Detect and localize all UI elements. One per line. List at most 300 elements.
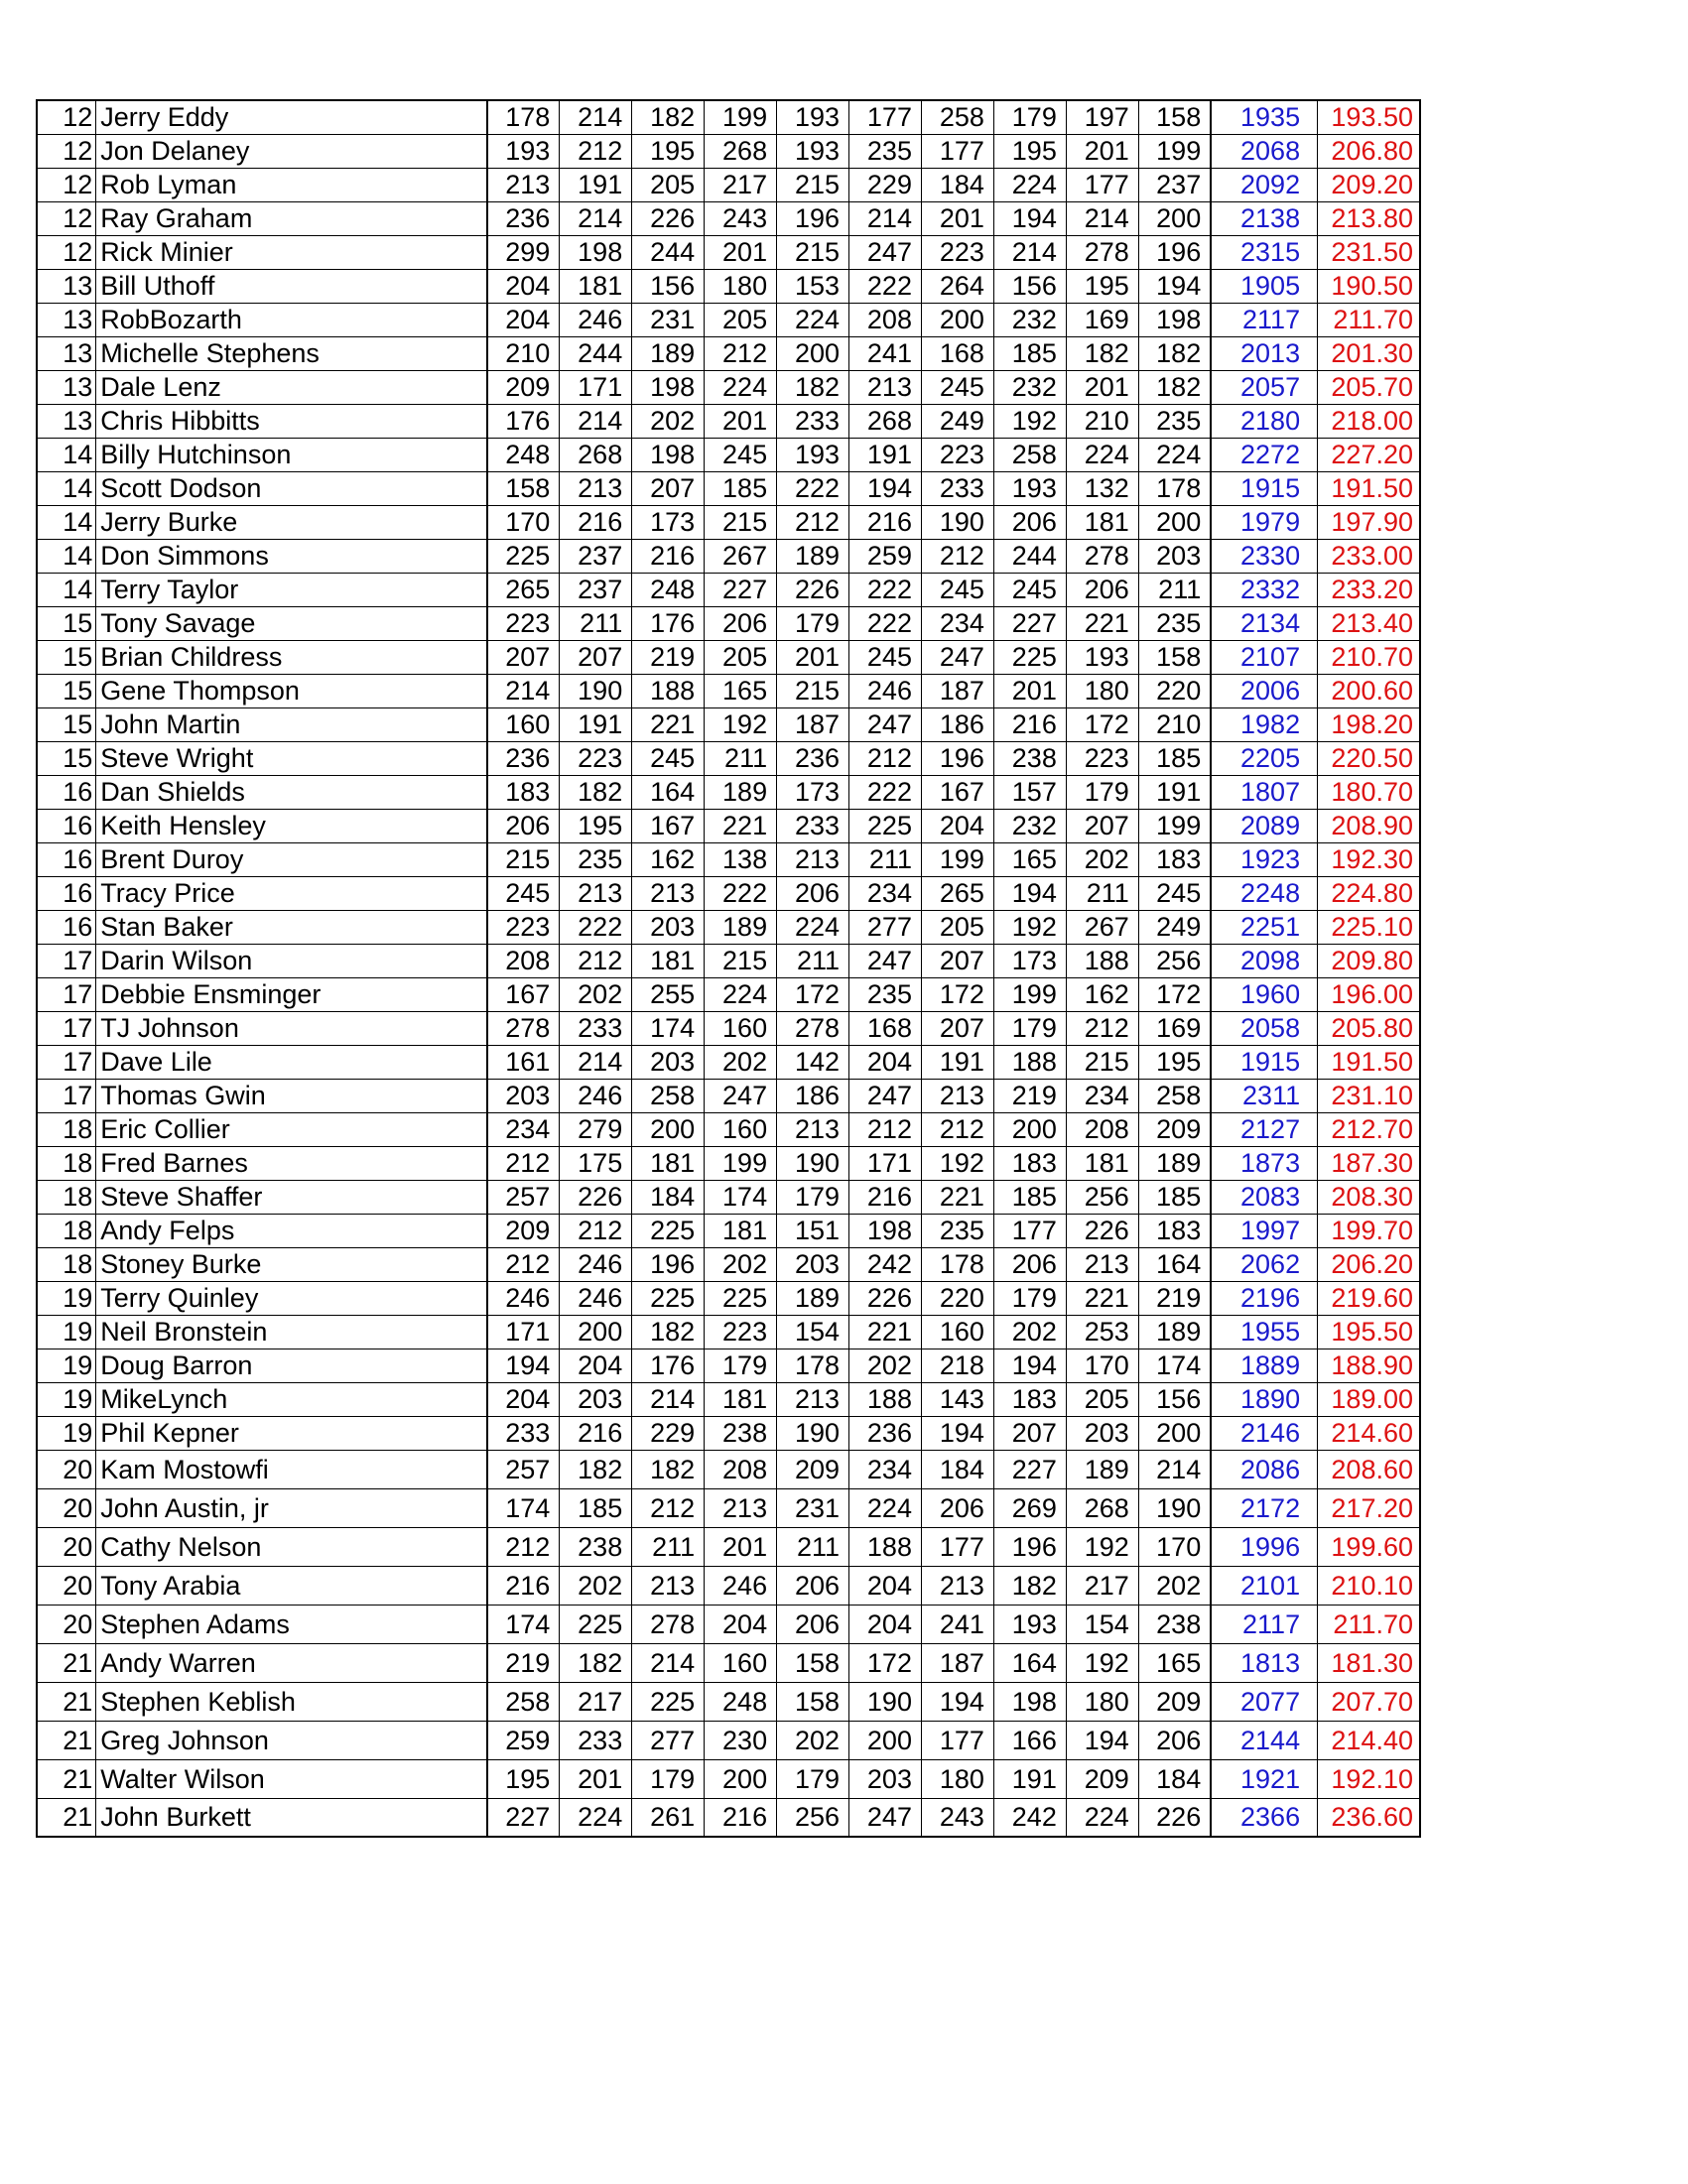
game-score-cell: 221 [632, 707, 705, 741]
game-score-cell: 224 [1138, 438, 1211, 471]
total-pins-cell: 1982 [1211, 707, 1317, 741]
table-row [37, 1349, 1420, 1382]
week-cell: 12 [37, 168, 96, 201]
total-pins-cell: 1873 [1211, 1146, 1317, 1180]
average-cell: 217.20 [1318, 1488, 1420, 1527]
average-cell: 191.50 [1318, 471, 1420, 505]
table-row [37, 640, 1420, 674]
game-score-cell: 162 [1066, 977, 1138, 1011]
game-score-cell: 172 [1138, 977, 1211, 1011]
game-score-cell: 192 [705, 707, 777, 741]
week-cell: 15 [37, 674, 96, 707]
game-score-cell: 199 [1138, 134, 1211, 168]
game-score-cell: 233 [560, 1721, 632, 1759]
game-score-cell: 158 [777, 1682, 849, 1721]
game-score-cell: 242 [993, 1798, 1066, 1837]
game-score-cell: 207 [487, 640, 560, 674]
average-cell: 214.60 [1318, 1416, 1420, 1450]
week-cell: 16 [37, 910, 96, 944]
game-score-cell: 222 [849, 606, 922, 640]
game-score-cell: 158 [1138, 100, 1211, 134]
game-score-cell: 138 [705, 842, 777, 876]
game-score-cell: 206 [993, 505, 1066, 539]
game-score-cell: 161 [487, 1045, 560, 1079]
game-score-cell: 194 [921, 1416, 993, 1450]
game-score-cell: 226 [849, 1281, 922, 1315]
bowler-name-cell: Doug Barron [96, 1349, 487, 1382]
bowler-name-cell: Billy Hutchinson [96, 438, 487, 471]
game-score-cell: 214 [560, 100, 632, 134]
total-pins-cell: 2332 [1211, 573, 1317, 606]
table-row [37, 100, 1420, 134]
game-score-cell: 259 [487, 1721, 560, 1759]
game-score-cell: 189 [1138, 1315, 1211, 1349]
game-score-cell: 278 [632, 1605, 705, 1643]
game-score-cell: 185 [1138, 1180, 1211, 1214]
average-cell: 181.30 [1318, 1643, 1420, 1682]
game-score-cell: 132 [1066, 471, 1138, 505]
total-pins-cell: 2058 [1211, 1011, 1317, 1045]
total-pins-cell: 2101 [1211, 1566, 1317, 1605]
game-score-cell: 179 [777, 1180, 849, 1214]
game-score-cell: 182 [1138, 370, 1211, 404]
game-score-cell: 268 [705, 134, 777, 168]
game-score-cell: 207 [993, 1416, 1066, 1450]
game-score-cell: 189 [1066, 1450, 1138, 1488]
average-cell: 199.70 [1318, 1214, 1420, 1247]
game-score-cell: 234 [1066, 1079, 1138, 1112]
game-score-cell: 203 [487, 1079, 560, 1112]
game-score-cell: 197 [1066, 100, 1138, 134]
game-score-cell: 258 [993, 438, 1066, 471]
average-cell: 199.60 [1318, 1527, 1420, 1566]
game-score-cell: 221 [1066, 606, 1138, 640]
game-score-cell: 204 [487, 1382, 560, 1416]
game-score-cell: 224 [1066, 438, 1138, 471]
game-score-cell: 190 [849, 1682, 922, 1721]
table-row [37, 606, 1420, 640]
game-score-cell: 203 [632, 910, 705, 944]
table-row [37, 303, 1420, 336]
game-score-cell: 222 [849, 269, 922, 303]
game-score-cell: 202 [632, 404, 705, 438]
game-score-cell: 224 [705, 977, 777, 1011]
table-row [37, 539, 1420, 573]
table-row [37, 505, 1420, 539]
game-score-cell: 182 [1138, 336, 1211, 370]
game-score-cell: 189 [777, 539, 849, 573]
average-cell: 187.30 [1318, 1146, 1420, 1180]
game-score-cell: 175 [560, 1146, 632, 1180]
game-score-cell: 193 [777, 438, 849, 471]
game-score-cell: 236 [487, 201, 560, 235]
game-score-cell: 170 [1138, 1527, 1211, 1566]
table-row [37, 235, 1420, 269]
table-row [37, 1180, 1420, 1214]
average-cell: 190.50 [1318, 269, 1420, 303]
game-score-cell: 200 [705, 1759, 777, 1798]
game-score-cell: 212 [921, 1112, 993, 1146]
game-score-cell: 180 [1066, 1682, 1138, 1721]
game-score-cell: 172 [1066, 707, 1138, 741]
table-row [37, 1605, 1420, 1643]
game-score-cell: 205 [921, 910, 993, 944]
bowler-name-cell: Keith Hensley [96, 809, 487, 842]
game-score-cell: 180 [705, 269, 777, 303]
average-cell: 196.00 [1318, 977, 1420, 1011]
game-score-cell: 246 [560, 303, 632, 336]
game-score-cell: 204 [705, 1605, 777, 1643]
game-score-cell: 190 [560, 674, 632, 707]
average-cell: 206.20 [1318, 1247, 1420, 1281]
game-score-cell: 207 [632, 471, 705, 505]
table-row [37, 1315, 1420, 1349]
average-cell: 236.60 [1318, 1798, 1420, 1837]
game-score-cell: 171 [560, 370, 632, 404]
game-score-cell: 214 [560, 404, 632, 438]
game-score-cell: 204 [487, 303, 560, 336]
game-score-cell: 209 [487, 370, 560, 404]
total-pins-cell: 2315 [1211, 235, 1317, 269]
game-score-cell: 256 [1138, 944, 1211, 977]
game-score-cell: 203 [777, 1247, 849, 1281]
week-cell: 12 [37, 235, 96, 269]
game-score-cell: 178 [1138, 471, 1211, 505]
game-score-cell: 269 [993, 1488, 1066, 1527]
game-score-cell: 227 [705, 573, 777, 606]
average-cell: 212.70 [1318, 1112, 1420, 1146]
table-row [37, 1214, 1420, 1247]
total-pins-cell: 2196 [1211, 1281, 1317, 1315]
game-score-cell: 244 [632, 235, 705, 269]
game-score-cell: 176 [632, 606, 705, 640]
game-score-cell: 180 [921, 1759, 993, 1798]
game-score-cell: 236 [849, 1416, 922, 1450]
game-score-cell: 191 [921, 1045, 993, 1079]
game-score-cell: 182 [993, 1566, 1066, 1605]
game-score-cell: 231 [777, 1488, 849, 1527]
game-score-cell: 188 [632, 674, 705, 707]
total-pins-cell: 1923 [1211, 842, 1317, 876]
week-cell: 16 [37, 775, 96, 809]
game-score-cell: 219 [632, 640, 705, 674]
game-score-cell: 212 [560, 944, 632, 977]
average-cell: 189.00 [1318, 1382, 1420, 1416]
average-cell: 233.00 [1318, 539, 1420, 573]
game-score-cell: 194 [993, 1349, 1066, 1382]
game-score-cell: 201 [993, 674, 1066, 707]
game-score-cell: 151 [777, 1214, 849, 1247]
game-score-cell: 183 [1138, 1214, 1211, 1247]
week-cell: 17 [37, 1079, 96, 1112]
bowler-name-cell: Rick Minier [96, 235, 487, 269]
game-score-cell: 243 [921, 1798, 993, 1837]
game-score-cell: 181 [705, 1214, 777, 1247]
game-score-cell: 181 [632, 1146, 705, 1180]
game-score-cell: 211 [705, 741, 777, 775]
average-cell: 208.30 [1318, 1180, 1420, 1214]
bowler-name-cell: Bill Uthoff [96, 269, 487, 303]
game-score-cell: 182 [560, 1450, 632, 1488]
table-row [37, 1247, 1420, 1281]
scores-table-body [37, 100, 1420, 1837]
game-score-cell: 171 [849, 1146, 922, 1180]
game-score-cell: 216 [487, 1566, 560, 1605]
game-score-cell: 233 [560, 1011, 632, 1045]
game-score-cell: 169 [1066, 303, 1138, 336]
game-score-cell: 185 [705, 471, 777, 505]
table-row [37, 809, 1420, 842]
bowler-name-cell: Tracy Price [96, 876, 487, 910]
game-score-cell: 245 [993, 573, 1066, 606]
week-cell: 16 [37, 842, 96, 876]
game-score-cell: 213 [632, 1566, 705, 1605]
average-cell: 209.80 [1318, 944, 1420, 977]
bowler-name-cell: Andy Felps [96, 1214, 487, 1247]
game-score-cell: 258 [1138, 1079, 1211, 1112]
week-cell: 21 [37, 1682, 96, 1721]
game-score-cell: 255 [632, 977, 705, 1011]
bowler-name-cell: Dan Shields [96, 775, 487, 809]
table-row [37, 168, 1420, 201]
game-score-cell: 165 [705, 674, 777, 707]
game-score-cell: 184 [921, 1450, 993, 1488]
bowler-name-cell: John Austin, jr [96, 1488, 487, 1527]
week-cell: 14 [37, 573, 96, 606]
game-score-cell: 193 [993, 1605, 1066, 1643]
game-score-cell: 258 [921, 100, 993, 134]
game-score-cell: 212 [487, 1247, 560, 1281]
game-score-cell: 216 [705, 1798, 777, 1837]
game-score-cell: 279 [560, 1112, 632, 1146]
game-score-cell: 206 [487, 809, 560, 842]
game-score-cell: 194 [993, 201, 1066, 235]
game-score-cell: 193 [777, 100, 849, 134]
total-pins-cell: 2248 [1211, 876, 1317, 910]
game-score-cell: 178 [921, 1247, 993, 1281]
game-score-cell: 224 [1066, 1798, 1138, 1837]
game-score-cell: 211 [1066, 876, 1138, 910]
bowler-name-cell: Debbie Ensminger [96, 977, 487, 1011]
game-score-cell: 215 [487, 842, 560, 876]
game-score-cell: 268 [560, 438, 632, 471]
game-score-cell: 258 [487, 1682, 560, 1721]
game-score-cell: 224 [777, 910, 849, 944]
game-score-cell: 221 [1066, 1281, 1138, 1315]
game-score-cell: 167 [487, 977, 560, 1011]
game-score-cell: 177 [849, 100, 922, 134]
game-score-cell: 199 [705, 100, 777, 134]
game-score-cell: 233 [487, 1416, 560, 1450]
average-cell: 209.20 [1318, 168, 1420, 201]
total-pins-cell: 2311 [1211, 1079, 1317, 1112]
game-score-cell: 225 [560, 1605, 632, 1643]
game-score-cell: 235 [849, 977, 922, 1011]
game-score-cell: 261 [632, 1798, 705, 1837]
bowler-name-cell: Terry Quinley [96, 1281, 487, 1315]
week-cell: 12 [37, 201, 96, 235]
table-row [37, 1079, 1420, 1112]
table-row [37, 876, 1420, 910]
game-score-cell: 183 [993, 1382, 1066, 1416]
game-score-cell: 174 [632, 1011, 705, 1045]
game-score-cell: 179 [777, 1759, 849, 1798]
game-score-cell: 234 [487, 1112, 560, 1146]
table-row [37, 1416, 1420, 1450]
game-score-cell: 179 [993, 1281, 1066, 1315]
game-score-cell: 200 [632, 1112, 705, 1146]
game-score-cell: 174 [487, 1488, 560, 1527]
game-score-cell: 170 [1066, 1349, 1138, 1382]
game-score-cell: 168 [849, 1011, 922, 1045]
game-score-cell: 217 [560, 1682, 632, 1721]
game-score-cell: 214 [632, 1643, 705, 1682]
game-score-cell: 199 [1138, 809, 1211, 842]
total-pins-cell: 2057 [1211, 370, 1317, 404]
game-score-cell: 160 [705, 1011, 777, 1045]
average-cell: 180.70 [1318, 775, 1420, 809]
game-score-cell: 202 [560, 1566, 632, 1605]
game-score-cell: 246 [849, 674, 922, 707]
game-score-cell: 225 [632, 1281, 705, 1315]
game-score-cell: 219 [1138, 1281, 1211, 1315]
total-pins-cell: 1921 [1211, 1759, 1317, 1798]
bowler-name-cell: Michelle Stephens [96, 336, 487, 370]
game-score-cell: 154 [777, 1315, 849, 1349]
average-cell: 188.90 [1318, 1349, 1420, 1382]
average-cell: 200.60 [1318, 674, 1420, 707]
game-score-cell: 231 [632, 303, 705, 336]
game-score-cell: 189 [705, 775, 777, 809]
game-score-cell: 181 [560, 269, 632, 303]
game-score-cell: 212 [487, 1146, 560, 1180]
bowler-name-cell: Cathy Nelson [96, 1527, 487, 1566]
game-score-cell: 154 [1066, 1605, 1138, 1643]
table-row [37, 1566, 1420, 1605]
game-score-cell: 172 [849, 1643, 922, 1682]
table-row [37, 707, 1420, 741]
game-score-cell: 211 [632, 1527, 705, 1566]
bowler-name-cell: Steve Shaffer [96, 1180, 487, 1214]
game-score-cell: 233 [921, 471, 993, 505]
average-cell: 211.70 [1318, 1605, 1420, 1643]
game-score-cell: 201 [777, 640, 849, 674]
game-score-cell: 190 [921, 505, 993, 539]
table-row [37, 1045, 1420, 1079]
table-row [37, 741, 1420, 775]
game-score-cell: 178 [777, 1349, 849, 1382]
game-score-cell: 236 [487, 741, 560, 775]
game-score-cell: 209 [1066, 1759, 1138, 1798]
game-score-cell: 247 [921, 640, 993, 674]
game-score-cell: 181 [705, 1382, 777, 1416]
total-pins-cell: 1807 [1211, 775, 1317, 809]
total-pins-cell: 1890 [1211, 1382, 1317, 1416]
game-score-cell: 213 [777, 842, 849, 876]
week-cell: 15 [37, 606, 96, 640]
table-row [37, 201, 1420, 235]
game-score-cell: 198 [632, 370, 705, 404]
total-pins-cell: 2144 [1211, 1721, 1317, 1759]
average-cell: 197.90 [1318, 505, 1420, 539]
average-cell: 208.60 [1318, 1450, 1420, 1488]
game-score-cell: 195 [560, 809, 632, 842]
game-score-cell: 182 [632, 1450, 705, 1488]
week-cell: 19 [37, 1382, 96, 1416]
game-score-cell: 245 [921, 573, 993, 606]
game-score-cell: 184 [632, 1180, 705, 1214]
game-score-cell: 160 [705, 1643, 777, 1682]
game-score-cell: 174 [487, 1605, 560, 1643]
game-score-cell: 201 [921, 201, 993, 235]
game-score-cell: 143 [921, 1382, 993, 1416]
total-pins-cell: 1979 [1211, 505, 1317, 539]
table-row [37, 842, 1420, 876]
bowler-name-cell: John Martin [96, 707, 487, 741]
game-score-cell: 267 [1066, 910, 1138, 944]
game-score-cell: 184 [921, 168, 993, 201]
game-score-cell: 189 [632, 336, 705, 370]
game-score-cell: 200 [560, 1315, 632, 1349]
game-score-cell: 202 [560, 977, 632, 1011]
game-score-cell: 277 [632, 1721, 705, 1759]
bowler-name-cell: Rob Lyman [96, 168, 487, 201]
week-cell: 13 [37, 370, 96, 404]
average-cell: 205.80 [1318, 1011, 1420, 1045]
game-score-cell: 172 [777, 977, 849, 1011]
bowler-name-cell: Stan Baker [96, 910, 487, 944]
total-pins-cell: 2172 [1211, 1488, 1317, 1527]
game-score-cell: 191 [849, 438, 922, 471]
game-score-cell: 206 [1138, 1721, 1211, 1759]
average-cell: 231.50 [1318, 235, 1420, 269]
game-score-cell: 202 [1066, 842, 1138, 876]
game-score-cell: 226 [1138, 1798, 1211, 1837]
game-score-cell: 181 [1066, 505, 1138, 539]
bowler-name-cell: Scott Dodson [96, 471, 487, 505]
average-cell: 208.90 [1318, 809, 1420, 842]
game-score-cell: 179 [777, 606, 849, 640]
table-row [37, 269, 1420, 303]
game-score-cell: 216 [849, 1180, 922, 1214]
game-score-cell: 235 [1138, 404, 1211, 438]
game-score-cell: 259 [849, 539, 922, 573]
game-score-cell: 278 [1066, 539, 1138, 573]
week-cell: 21 [37, 1759, 96, 1798]
game-score-cell: 221 [849, 1315, 922, 1349]
game-score-cell: 213 [921, 1566, 993, 1605]
game-score-cell: 174 [1138, 1349, 1211, 1382]
game-score-cell: 246 [560, 1281, 632, 1315]
game-score-cell: 191 [993, 1759, 1066, 1798]
bowler-name-cell: Brian Childress [96, 640, 487, 674]
game-score-cell: 246 [487, 1281, 560, 1315]
game-score-cell: 173 [993, 944, 1066, 977]
week-cell: 14 [37, 539, 96, 573]
game-score-cell: 210 [1138, 707, 1211, 741]
game-score-cell: 216 [560, 1416, 632, 1450]
bowler-name-cell: Ray Graham [96, 201, 487, 235]
bowler-name-cell: Brent Duroy [96, 842, 487, 876]
game-score-cell: 244 [993, 539, 1066, 573]
game-score-cell: 214 [849, 201, 922, 235]
game-score-cell: 257 [487, 1180, 560, 1214]
game-score-cell: 212 [705, 336, 777, 370]
game-score-cell: 204 [560, 1349, 632, 1382]
total-pins-cell: 2366 [1211, 1798, 1317, 1837]
bowler-name-cell: Jerry Burke [96, 505, 487, 539]
game-score-cell: 189 [705, 910, 777, 944]
